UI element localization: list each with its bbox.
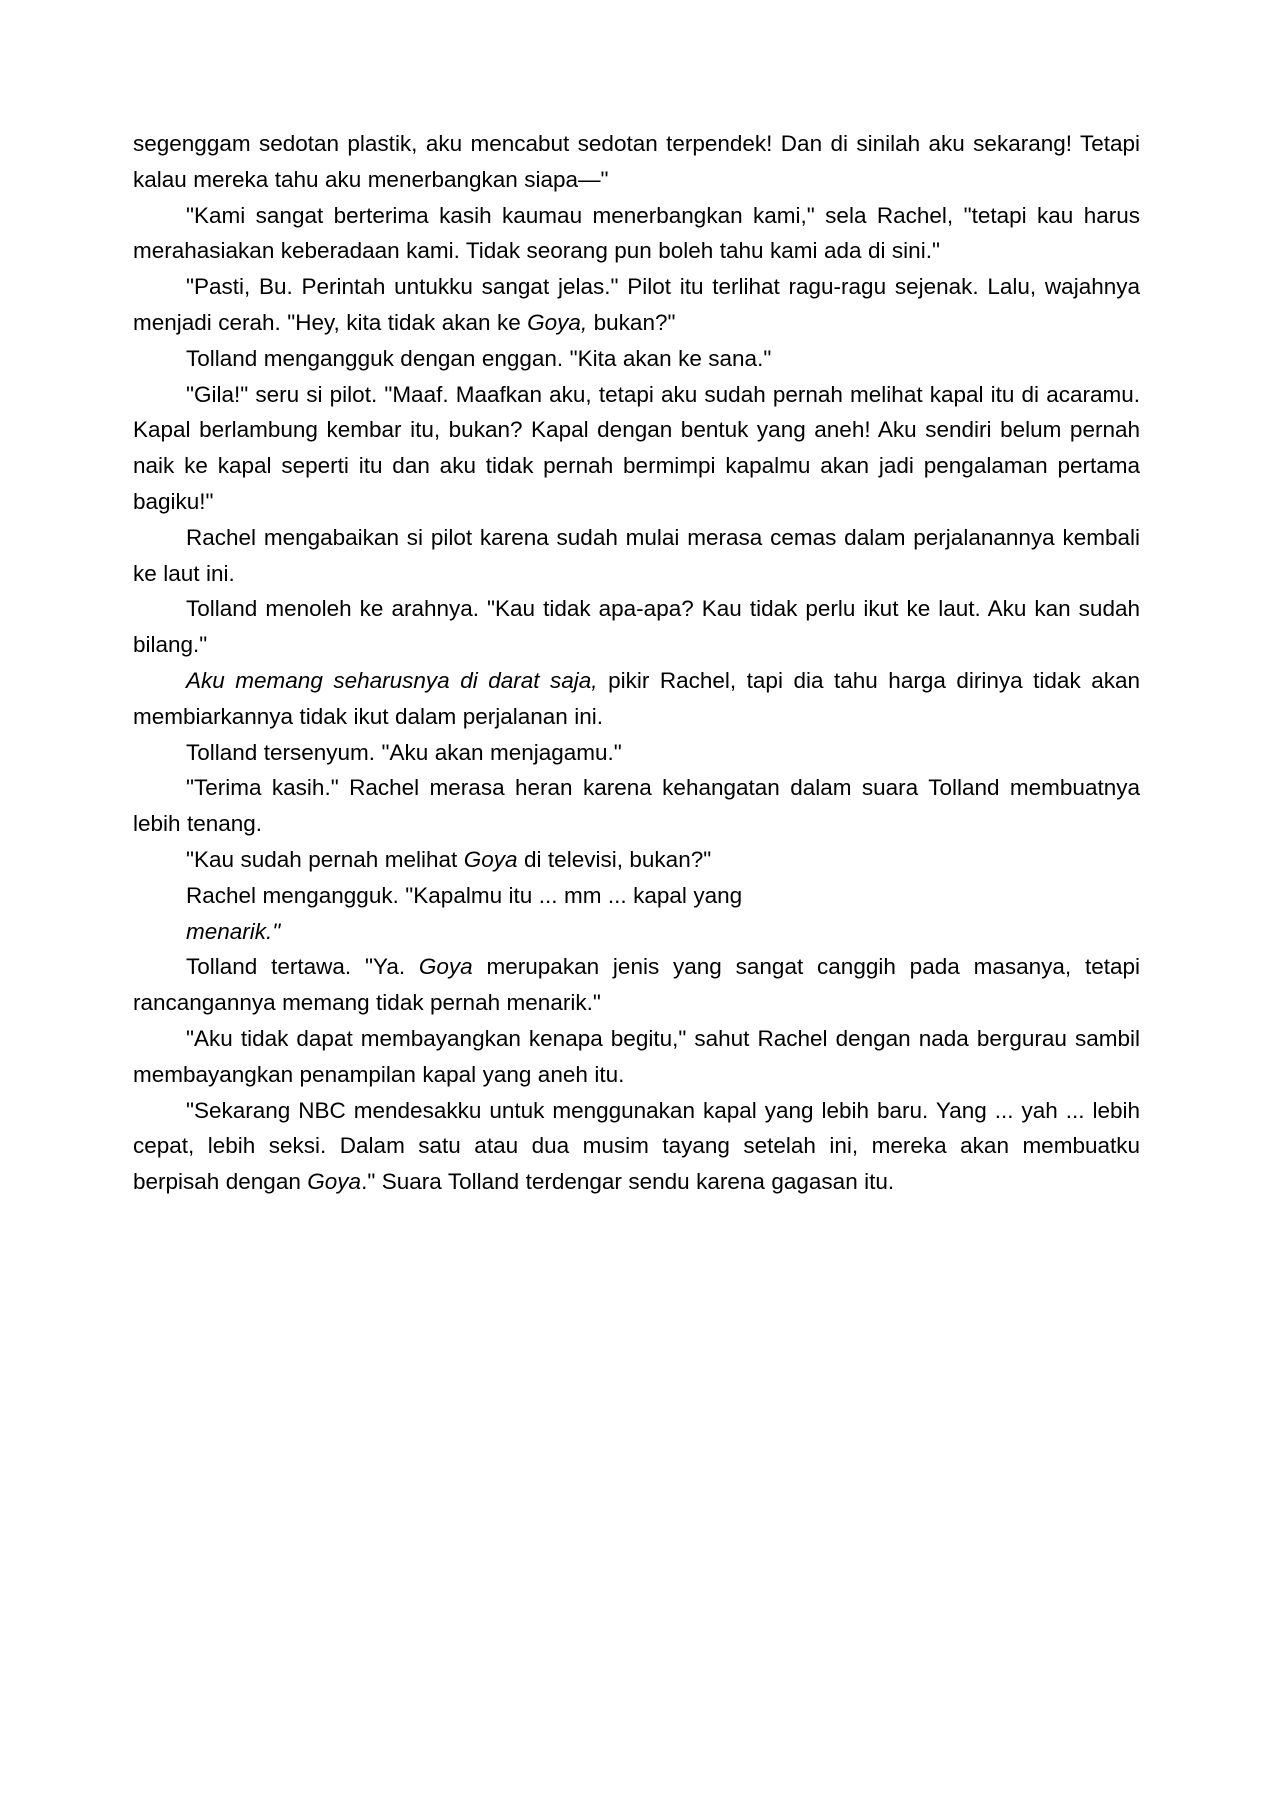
- body-text: segenggam sedotan plastik, aku mencabut sedotan terpendek! Dan di sinilah aku sekarang! Tetapi kalau mereka tahu aku menerbangkan siapa—": [133, 131, 1140, 192]
- body-text: di televisi, bukan?": [517, 846, 712, 872]
- body-paragraph: [133, 949, 1140, 1021]
- body-text: "Kau sudah pernah melihat: [186, 846, 464, 872]
- emphasis-text: Aku memang seharusnya di darat saja,: [186, 667, 598, 693]
- body-text: Rachel mengangguk. "Kapalmu itu ... mm ... kapal yang: [186, 882, 743, 908]
- body-text-column: [133, 126, 1140, 1200]
- body-paragraph: [133, 520, 1140, 592]
- body-paragraph: [133, 377, 1140, 520]
- body-text: bukan?": [587, 309, 676, 335]
- emphasis-text: Goya: [307, 1169, 362, 1195]
- emphasis-text: Goya,: [527, 309, 588, 335]
- body-text: "Pasti, Bu. Perintah untukku sangat jelas." Pilot itu terlihat ragu-ragu sejenak. Lalu, wajahnya menjadi cerah. "Hey, kita tidak akan ke: [133, 274, 1140, 335]
- body-paragraph: [133, 878, 1140, 914]
- body-text: Tolland mengangguk dengan enggan. "Kita akan ke sana.": [186, 345, 772, 371]
- body-paragraph: [133, 842, 1140, 878]
- body-paragraph: [133, 914, 1140, 950]
- body-text: ." Suara Tolland terdengar sendu karena gagasan itu.: [361, 1169, 895, 1195]
- emphasis-text: Goya: [463, 846, 518, 872]
- body-text: "Kami sangat berterima kasih kaumau menerbangkan kami," sela Rachel, "tetapi kau harus merahasiakan keberadaan kami. Tidak seorang pun boleh tahu kami ada di sini.": [133, 202, 1140, 264]
- body-paragraph: [133, 591, 1140, 663]
- emphasis-text: menarik.": [186, 918, 281, 944]
- body-paragraph: [133, 735, 1140, 771]
- body-paragraph: [133, 126, 1140, 198]
- body-text: "Sekarang NBC mendesakku untuk menggunakan kapal yang lebih baru. Yang ... yah ... lebih cepat, lebih seksi. Dalam satu atau dua musim tayang setelah ini, mereka akan membuatku berpisah dengan: [133, 1097, 1140, 1195]
- body-paragraph: [133, 1093, 1140, 1200]
- body-text: "Terima kasih." Rachel merasa heran karena kehangatan dalam suara Tolland membuatnya lebih tenang.: [133, 775, 1140, 837]
- body-paragraph: [133, 663, 1140, 735]
- body-text: Tolland tertawa. "Ya.: [186, 954, 419, 980]
- body-text: "Gila!" seru si pilot. "Maaf. Maafkan aku, tetapi aku sudah pernah melihat kapal itu di acaramu. Kapal berlambung kembar itu, bukan? Kapal dengan bentuk yang aneh! Aku sendiri belum pernah naik ke kapal seperti itu dan aku tidak pernah bermimpi kapalmu akan jadi pengalaman pertama bagiku!": [133, 381, 1140, 514]
- body-paragraph: [133, 770, 1140, 842]
- emphasis-text: Goya: [418, 954, 473, 980]
- body-paragraph: [133, 341, 1140, 377]
- body-paragraph: [133, 198, 1140, 270]
- body-text: merupakan jenis yang sangat canggih pada masanya, tetapi rancangannya memang tidak pernah menarik.": [133, 954, 1140, 1016]
- body-paragraph: [133, 1021, 1140, 1093]
- body-text: pikir Rachel, tapi dia tahu harga dirinya tidak akan membiarkannya tidak ikut dalam perjalanan ini.: [133, 667, 1141, 729]
- body-text: Rachel mengabaikan si pilot karena sudah mulai merasa cemas dalam perjalanannya kembali ke laut ini.: [133, 524, 1140, 586]
- body-text: Tolland tersenyum. "Aku akan menjagamu.": [186, 739, 622, 765]
- body-text: "Aku tidak dapat membayangkan kenapa begitu," sahut Rachel dengan nada bergurau sambil membayangkan penampilan kapal yang aneh itu.: [133, 1025, 1140, 1087]
- body-paragraph: [133, 269, 1140, 341]
- body-text: Tolland menoleh ke arahnya. "Kau tidak apa-apa? Kau tidak perlu ikut ke laut. Aku kan sudah bilang.": [133, 596, 1140, 658]
